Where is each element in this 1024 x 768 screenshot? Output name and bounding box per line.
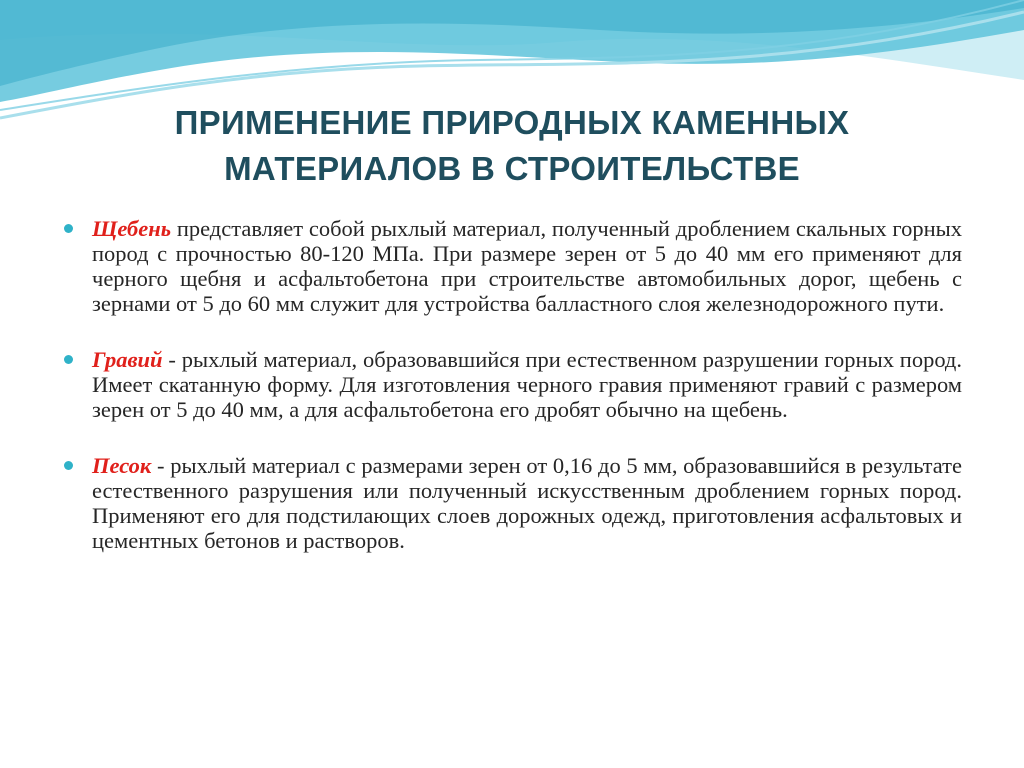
bullet-item-sand (62, 453, 962, 553)
slide-title-line-1: ПРИМЕНЕНИЕ ПРИРОДНЫХ КАМЕННЫХ (174, 104, 850, 141)
bullet-dot-icon (64, 355, 73, 364)
bullet-list (62, 216, 962, 553)
bullet-text: представляет собой рыхлый материал, полученный дроблением скальных горных пород с прочностью 80-120 МПа. При размере зерен от 5 до 40 мм его применяют для черного щебня и асфальтобетона при строительстве автомобильных дорог, щебень с зернами от 5 до 60 мм служит для устройства балластного слоя железнодорожного пути. (92, 216, 962, 316)
bullet-text: - рыхлый материал, образовавшийся при естественном разрушении горных пород. Имеет скатанную форму. Для изготовления черного гравия применяют гравий с размером зерен от 5 до 40 мм, а для асфальтобетона его дробят обычно на щебень. (92, 347, 962, 422)
bullet-item-gravel (62, 347, 962, 422)
bullet-term: Песок (92, 453, 152, 478)
bullet-item-crushed-stone (62, 216, 962, 316)
bullet-term: Щебень (92, 216, 172, 241)
slide-title-line-2: МАТЕРИАЛОВ В СТРОИТЕЛЬСТВЕ (224, 150, 800, 187)
bullet-term: Гравий (92, 347, 163, 372)
bullet-dot-icon (64, 224, 73, 233)
slide-title (90, 100, 934, 192)
bullet-text: - рыхлый материал с размерами зерен от 0,16 до 5 мм, образовавшийся в результате естественного разрушения или полученный искусственным дроблением горных пород. Применяют его для подстилающих слоев дорожных одежд, приготовления асфальтовых и цементных бетонов и растворов. (92, 453, 962, 553)
bullet-dot-icon (64, 461, 73, 470)
